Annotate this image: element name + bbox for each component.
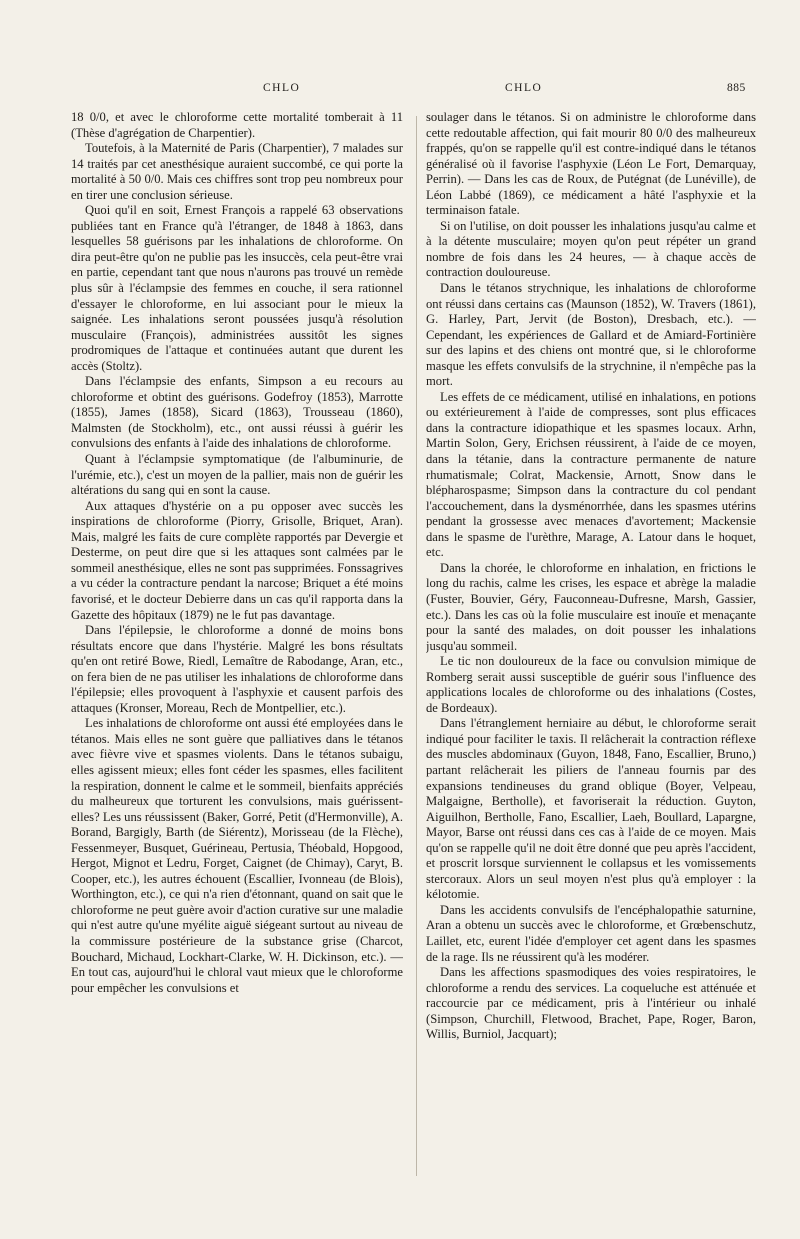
paragraph: Toutefois, à la Maternité de Paris (Charpentier), 7 malades sur 14 traités par cet anesthésique auraient succombé, ce qui porte la mortalité à 50 0/0. Mais ces chiffres sont trop peu nombreux pour en tirer une conclusion sérieuse. bbox=[71, 141, 403, 202]
left-column bbox=[71, 110, 403, 1225]
paragraph: Si on l'utilise, on doit pousser les inhalations jusqu'au calme et à la détente musculaire; moyen qu'on peut répéter un grand nombre de fois dans les 24 heures, — à chaque accès de contraction douloureuse. bbox=[426, 218, 756, 280]
paragraph: Aux attaques d'hystérie on a pu opposer avec succès les inspirations de chloroforme (Piorry, Grisolle, Briquet, Aran). Mais, malgré les faits de cure complète rapportés par Devergie et Desterme, on peut dire que si les attaques sont calmées par le sommeil anesthésique, elles ne sont pas supprimées. Fonssagrives a vu céder la contracture pendant la narcose; Briquet a été moins favorisé, et le docteur Debierre dans un cas qu'il rapporta dans la Gazette des hôpitaux (1879) ne le fut pas davantage. bbox=[71, 498, 403, 622]
paragraph: Dans l'épilepsie, le chloroforme a donné de moins bons résultats encore que dans l'hystérie. Malgré les bons résultats qu'en ont retiré Bowe, Riedl, Lemaître de Rabodange, Aran, etc., on fera bien de ne pas utiliser les inhalations de chloroforme dans l'épilepsie; elles provoquent à l'asphyxie et causent parfois des attaques (Kronser, Moreau, Rech de Montpellier, etc.). bbox=[71, 623, 403, 715]
right-column bbox=[426, 110, 756, 1225]
paragraph: 18 0/0, et avec le chloroforme cette mortalité tomberait à 11 (Thèse d'agrégation de Charpentier). bbox=[71, 110, 403, 140]
paragraph: Quoi qu'il en soit, Ernest François a rappelé 63 observations publiées tant en France qu'à l'étranger, de 1848 à 1863, dans lesquelles 58 guérisons par les inhalations de chloroforme. On dira peut-être qu'on ne publie pas les insuccès, cela peut-être vrai en partie, cependant tant que nous n'aurons pas trouvé un remède plus sûr à l'éclampsie des femmes en couche, il sera rationnel d'essayer le chloroforme, en lui associant pour le mieux la saignée. Les inhalations seront poussées jusqu'à résolution musculaire (François), administrées aussitôt les signes prodromiques de l'attaque et continuées autant que durent les accès (Stoltz). bbox=[71, 203, 403, 373]
running-head-right: CHLO bbox=[505, 82, 543, 94]
paragraph: Quant à l'éclampsie symptomatique (de l'albuminurie, de l'urémie, etc.), c'est un moyen de la pallier, mais non de guérir les altérations du sang qui en sont la cause. bbox=[71, 452, 403, 498]
paragraph: Le tic non douloureux de la face ou convulsion mimique de Romberg serait aussi susceptible de guérir sous l'influence des applications locales de chloroforme ou des inhalations (Costes, de Bordeaux). bbox=[426, 654, 756, 715]
page-number: 885 bbox=[727, 82, 746, 94]
paragraph: Dans les accidents convulsifs de l'encéphalopathie saturnine, Aran a obtenu un succès avec le chloroforme, et Grœbenschutz, Laillet, etc, eurent l'idée d'employer cet agent dans les spasmes de la rage. Ils ne réussirent qu'à les modérer. bbox=[426, 902, 756, 964]
paragraph: soulager dans le tétanos. Si on administre le chloroforme dans cette redoutable affection, qui fait mourir 80 0/0 des malheureux frappés, qu'on se rappelle qu'il est contre-indiqué dans le tétanos généralisé où il favorise l'asphyxie (Léon Le Fort, Demarquay, Perrin). — Dans les cas de Roux, de Putégnat (de Lunéville), de Léon Labbé (1869), ce médicament a hâté l'asphyxie et la terminaison fatale. bbox=[426, 110, 756, 218]
running-head-left: CHLO bbox=[263, 82, 301, 94]
paragraph: Dans les affections spasmodiques des voies respiratoires, le chloroforme a rendu des services. La coqueluche est atténuée et raccourcie par ce médicament, pris à l'intérieur ou inhalé (Simpson, Churchill, Fletwood, Brachet, Pape, Roger, Baron, Willis, Burniol, Jacquart); bbox=[426, 965, 756, 1042]
paragraph: Dans l'éclampsie des enfants, Simpson a eu recours au chloroforme et obtint des guérisons. Godefroy (1853), Marrotte (1855), James (1858), Sicard (1863), Trousseau (1860), Malmsten (de Stockholm), etc., ont aussi réussi à guérir les convulsions des enfants à l'aide des inhalations de chloroforme. bbox=[71, 374, 403, 451]
paragraph: Dans la chorée, le chloroforme en inhalation, en frictions le long du rachis, calme les crises, les espace et abrège la maladie (Fuster, Bouvier, Géry, Fauconneau-Dufresne, Marsh, Gassier, etc.). Dans les cas où la folie musculaire est inouïe et menaçante pour la santé des malades, on doit pousser les inhalations jusqu'au sommeil. bbox=[426, 560, 756, 653]
paragraph: Dans l'étranglement herniaire au début, le chloroforme serait indiqué pour faciliter le taxis. Il relâcherait la contraction réflexe des muscles abdominaux (Guyon, 1848, Fano, Escallier, Bruno,) partant relâcherait les piliers de l'anneau fournis par des expansions tendineuses du grand oblique (Boyer, Velpeau, Malgaigne, Bertholle), et favoriserait la réduction. Guyton, Aiguilhon, Bertholle, Fano, Escallier, Laeh, Boullard, Lapargne, Mayor, Barse ont réussi dans ces cas à l'aide de ce moyen. Mais qu'on se rappelle qu'il ne doit être donné que peu après l'accident, et proscrit lorsque surviennent le collapsus et les vomissements stercoraux. Alors un seul moyen n'est plus qu'à employer : la kélotomie. bbox=[426, 716, 756, 902]
column-divider bbox=[416, 116, 417, 1176]
page-header bbox=[0, 82, 800, 102]
paragraph: Les inhalations de chloroforme ont aussi été employées dans le tétanos. Mais elles ne sont guère que palliatives dans le tétanos avec fièvre vive et spasmes violents. Dans le tétanos subaigu, elles agissent mieux; elles font céder les spasmes, elles facilitent la respiration, donnent le calme et le sommeil, bienfaits appréciés du malheureux que torturent les convulsions, mais guérissent-elles? Les uns réussissent (Baker, Gorré, Petit (d'Hermonville), A. Borand, Bargigly, Barth (de Siérentz), Morisseau (de la Flèche), Fessenmeyer, Busquet, Guérineau, Pertusia, Théobald, Hopgood, Hergot, Mignot et Ledru, Forget, Caignet (de Chimay), Caryt, B. Cooper, etc.), les autres échouent (Escallier, Ivonneau (de Blois), Worthington, etc.), ce qui n'a rien d'étonnant, quand on sait que le chloroforme ne peut guère avoir d'action curative sur une maladie qui n'est autre qu'une myélite aiguë siégeant surtout au niveau de la commissure postérieure de la substance grise (Charcot, Bouchard, Michaud, Lockhart-Clarke, W. H. Dickinson, etc.). — En tout cas, aujourd'hui le chloral vaut mieux que le chloroforme pour empêcher les convulsions et bbox=[71, 716, 403, 995]
paragraph: Dans le tétanos strychnique, les inhalations de chloroforme ont réussi dans certains cas (Maunson (1852), W. Travers (1861), G. Harley, Part, Jervit (de Boston), Dresbach, etc.). — Cependant, les expériences de Gallard et de Amiard-Fortinière sur des lapins et des chiens ont montré que, si le chloroforme masque les effets convulsifs de la strychnine, il n'empêche pas la mort. bbox=[426, 281, 756, 389]
paragraph: Les effets de ce médicament, utilisé en inhalations, en potions ou extérieurement à l'aide de compresses, sont plus efficaces dans la contracture idiopathique et les spasmes locaux. Arhn, Martin Solon, Gery, Erichsen réussirent, à l'aide de ce moyen, dans la tétanie, dans la contracture permanente de nature rhumatismale; Colrat, Mackensie, Arnott, Snow dans le blépharospasme; Simpson dans la contracture du col pendant l'accouchement, dans la dysménorrhée, dans les spasmes utérins pendant la grossesse avec menaces d'avortement; Mackensie dans le spasme de l'urèthre, Marage, A. Latour dans le hoquet, etc. bbox=[426, 389, 756, 560]
